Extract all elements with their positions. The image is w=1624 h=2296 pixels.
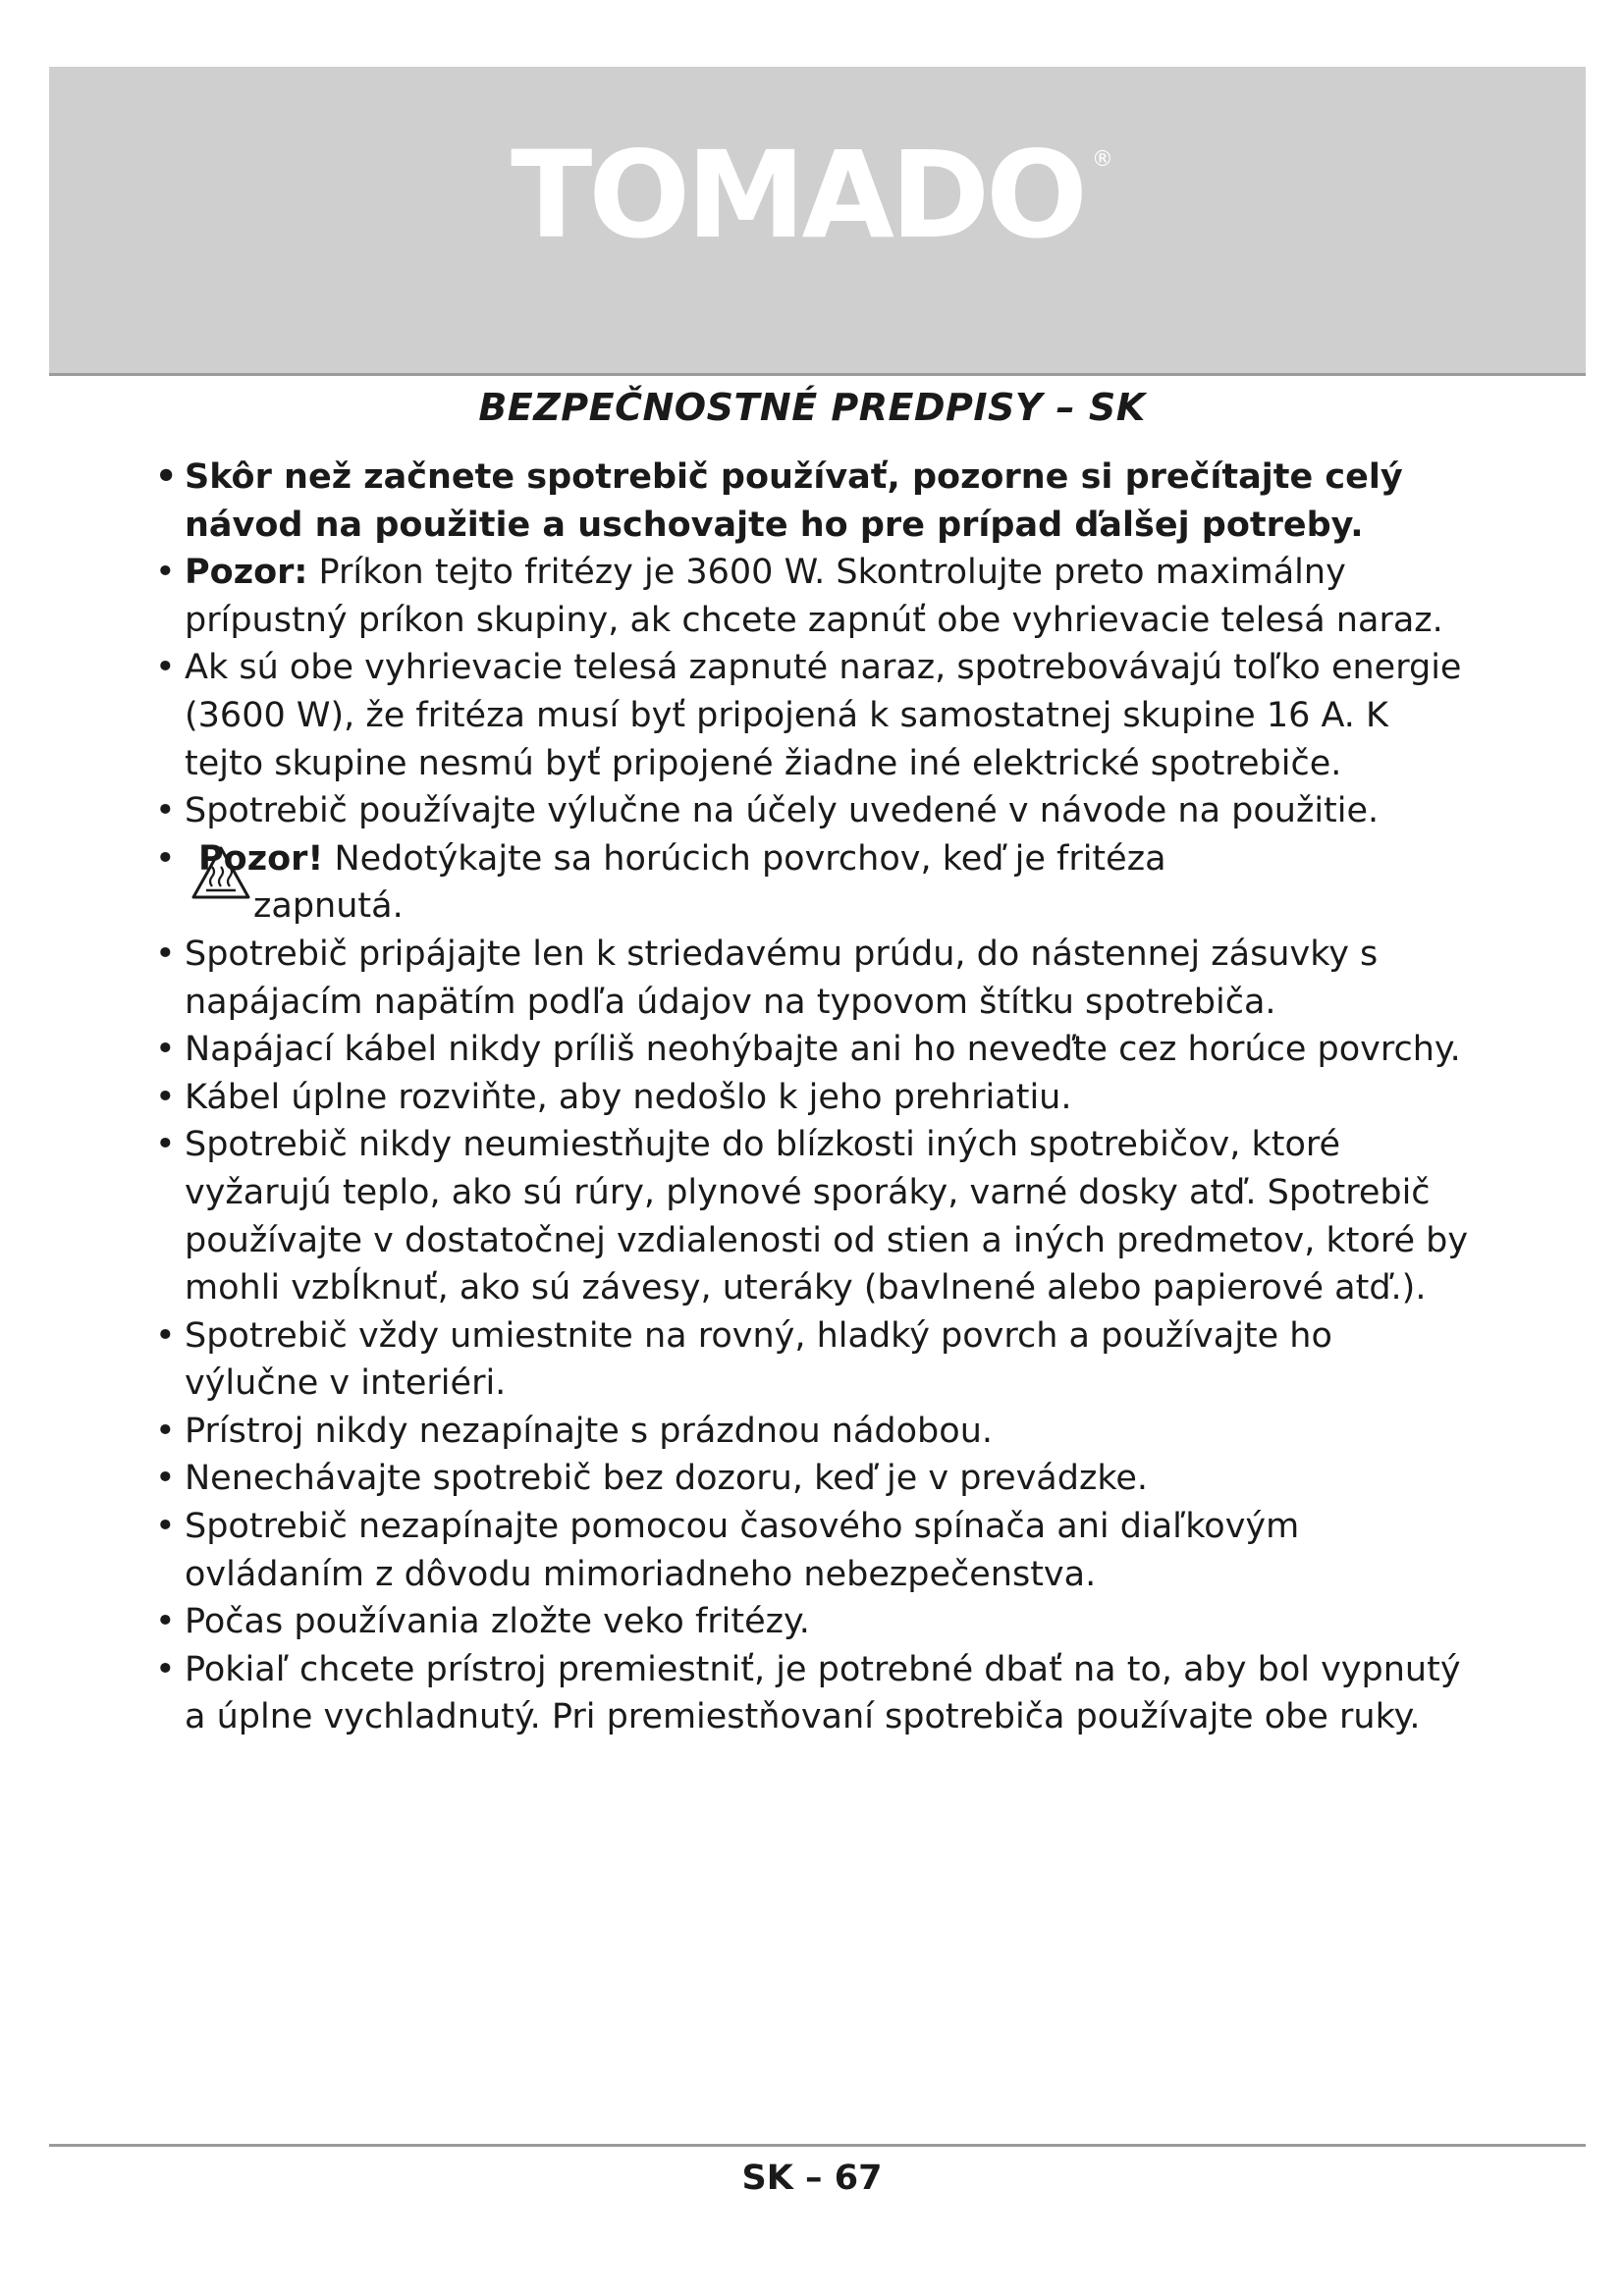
item-bold-text: Pozor: bbox=[185, 553, 308, 593]
brand-logo bbox=[0, 126, 1624, 265]
item-text: Kábel úplne rozviňte, aby nedošlo k jeho prehriatiu. bbox=[185, 1077, 1072, 1117]
bullet-icon: • bbox=[155, 1411, 176, 1451]
list-item bbox=[155, 454, 1471, 549]
item-text: Spotrebič vždy umiestnite na rovný, hladký povrch a používajte ho výlučne v interiéri. bbox=[185, 1315, 1332, 1404]
list-item bbox=[155, 644, 1471, 787]
bullet-icon: • bbox=[155, 1315, 176, 1356]
item-text: Pokiaľ chcete prístroj premiestniť, je potrebné dbať na to, aby bol vypnutý a úplne vychladnutý. Pri premiestňovaní spotrebiča používajte obe ruky. bbox=[185, 1649, 1461, 1737]
warning-line-2 bbox=[185, 882, 1471, 931]
bullet-icon: • bbox=[155, 457, 178, 497]
list-item bbox=[155, 1408, 1471, 1456]
list-item bbox=[155, 1312, 1471, 1408]
warning-text-line2: zapnutá. bbox=[253, 886, 404, 927]
item-text: Ak sú obe vyhrievacie telesá zapnuté naraz, spotrebovávajú toľko energie (3600 W), že fritéza musí byť pripojená k samostatnej skupine 16 A. K tejto skupine nesmú byť pripojené žiadne iné elektrické spotrebiče. bbox=[185, 648, 1462, 783]
list-item bbox=[155, 1074, 1471, 1122]
item-bold-text: Skôr než začnete spotrebič používať, pozorne si prečítajte celý návod na použitie a uschovajte ho pre prípad ďalšej potreby. bbox=[185, 457, 1403, 545]
item-text: Nenechávajte spotrebič bez dozoru, keď je v prevádzke. bbox=[185, 1459, 1149, 1499]
list-item bbox=[155, 1026, 1471, 1074]
page-title: BEZPEČNOSTNÉ PREDPISY – SK bbox=[478, 386, 1146, 429]
item-text: Spotrebič nezapínajte pomocou časového spínača ani diaľkovým ovládaním z dôvodu mimoriadneho nebezpečenstva. bbox=[185, 1507, 1300, 1594]
logo-text: TOMADO bbox=[511, 126, 1084, 265]
item-text: Príkon tejto fritézy je 3600 W. Skontrolujte preto maximálny prípustný príkon skupiny, ak chcete zapnúť obe vyhrievacie telesá naraz. bbox=[185, 553, 1443, 640]
bullet-icon: • bbox=[155, 791, 176, 831]
list-item bbox=[155, 931, 1471, 1026]
list-item bbox=[155, 1121, 1471, 1311]
bullet-icon: • bbox=[155, 1602, 176, 1642]
item-text: Prístroj nikdy nezapínajte s prázdnou nádobou. bbox=[185, 1411, 993, 1451]
bullet-icon: • bbox=[155, 648, 176, 688]
bullet-icon: • bbox=[155, 934, 176, 974]
item-text: Spotrebič nikdy neumiestňujte do blízkosti iných spotrebičov, ktoré vyžarujú teplo, ako sú rúry, plynové sporáky, varné dosky atď. Spotrebič používajte v dostatočnej vzdialenosti od stien a iných predmetov, ktoré by mohli vzbĺknuť, ako sú závesy, uteráky (bavlnené alebo papierové atď.). bbox=[185, 1125, 1469, 1308]
warning-line-1 bbox=[185, 835, 1471, 883]
footer-divider bbox=[49, 2144, 1586, 2147]
list-item bbox=[155, 1646, 1471, 1741]
safety-instructions-list bbox=[155, 454, 1471, 1741]
bullet-icon: • bbox=[155, 1649, 176, 1689]
bullet-icon: • bbox=[155, 1125, 176, 1165]
bullet-icon: • bbox=[155, 1459, 176, 1499]
warning-bold-text: Pozor! bbox=[198, 838, 324, 879]
item-text: Napájací kábel nikdy príliš neohýbajte ani ho neveďte cez horúce povrchy. bbox=[185, 1030, 1461, 1070]
list-item bbox=[155, 1503, 1471, 1598]
bullet-icon: • bbox=[155, 1507, 176, 1547]
list-item bbox=[155, 1455, 1471, 1503]
warning-text-line1: Nedotýkajte sa horúcich povrchov, keď je fritéza bbox=[323, 838, 1166, 879]
bullet-icon: • bbox=[155, 1077, 176, 1117]
hot-surface-warning-icon bbox=[190, 845, 251, 900]
bullet-icon: • bbox=[155, 553, 176, 593]
registered-mark: ® bbox=[1091, 147, 1113, 172]
list-item bbox=[155, 549, 1471, 644]
item-text: Spotrebič používajte výlučne na účely uvedené v návode na použitie. bbox=[185, 791, 1380, 831]
bullet-icon: • bbox=[155, 838, 176, 879]
warning-list-item bbox=[155, 835, 1471, 931]
item-text: Spotrebič pripájajte len k striedavému prúdu, do nástennej zásuvky s napájacím napätím podľa údajov na typovom štítku spotrebiča. bbox=[185, 934, 1379, 1022]
item-text: Počas používania zložte veko fritézy. bbox=[185, 1602, 810, 1642]
page-number: SK – 67 bbox=[741, 2159, 883, 2198]
list-item bbox=[155, 1598, 1471, 1646]
list-item bbox=[155, 787, 1471, 835]
bullet-icon: • bbox=[155, 1030, 176, 1070]
